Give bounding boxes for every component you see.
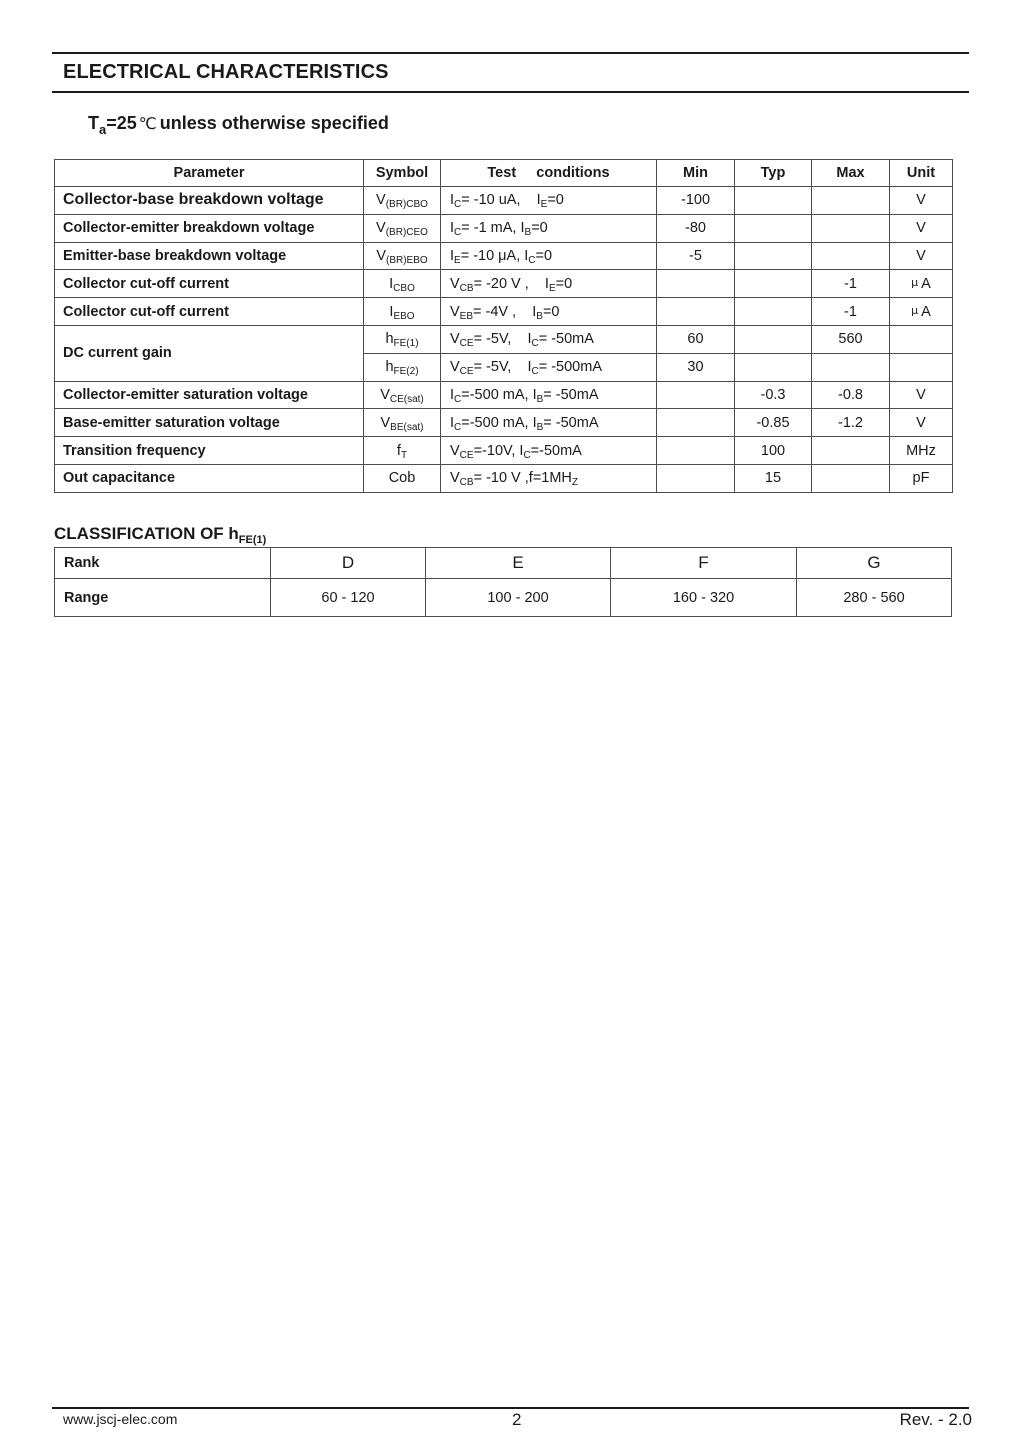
degree-celsius-symbol: ℃ bbox=[138, 114, 157, 133]
header-symbol: Symbol bbox=[364, 160, 441, 187]
unit-cell bbox=[890, 353, 953, 381]
condition-text: =-500 mA, I bbox=[461, 386, 537, 403]
unit-cell bbox=[890, 381, 953, 409]
header-parameter: Parameter bbox=[55, 160, 364, 187]
test-condition-cell bbox=[441, 325, 657, 353]
param-cell: DC current gain bbox=[55, 325, 364, 381]
table-row bbox=[55, 437, 953, 465]
max-cell bbox=[812, 353, 890, 381]
condition-text: = -50mA bbox=[543, 414, 599, 431]
max-cell: -1 bbox=[812, 298, 890, 326]
condition-text: V bbox=[450, 331, 460, 348]
min-cell: 60 bbox=[657, 325, 735, 353]
condition-text: = -1 mA, I bbox=[461, 220, 525, 237]
min-cell: -100 bbox=[657, 187, 735, 215]
condition-subscript: E bbox=[540, 199, 548, 211]
condition-subscript: CE bbox=[459, 366, 474, 378]
condition-text: =-50mA bbox=[530, 442, 582, 459]
classification-table bbox=[54, 547, 952, 617]
classification-title-main: CLASSIFICATION OF h bbox=[54, 524, 239, 543]
symbol-cell bbox=[364, 353, 441, 381]
range-row bbox=[55, 579, 952, 617]
max-cell bbox=[812, 214, 890, 242]
condition-subscript: C bbox=[454, 199, 462, 211]
condition-text: =0 bbox=[535, 247, 553, 264]
unit-text: V bbox=[916, 386, 926, 403]
condition-text: =0 bbox=[555, 275, 573, 292]
condition-subscript: CB bbox=[459, 282, 474, 294]
unit-cell bbox=[890, 325, 953, 353]
typ-cell bbox=[735, 353, 812, 381]
electrical-characteristics-table bbox=[54, 159, 953, 493]
condition-subscript: C bbox=[531, 338, 539, 350]
symbol-subscript: CBO bbox=[393, 282, 415, 294]
cond-value: =25 bbox=[106, 113, 137, 133]
rank-cell: F bbox=[611, 548, 797, 579]
unit-text: A bbox=[921, 304, 931, 321]
condition-text: = -5V, I bbox=[473, 331, 532, 348]
table-row bbox=[55, 242, 953, 270]
symbol-main: V bbox=[376, 220, 386, 237]
test-condition-cell bbox=[441, 214, 657, 242]
max-cell bbox=[812, 464, 890, 492]
typ-cell bbox=[735, 242, 812, 270]
symbol-cell bbox=[364, 464, 441, 492]
unit-text: MHz bbox=[906, 442, 936, 459]
unit-cell bbox=[890, 187, 953, 215]
symbol-cell bbox=[364, 409, 441, 437]
symbol-main: I bbox=[389, 303, 394, 320]
min-cell bbox=[657, 464, 735, 492]
condition-subscript: CB bbox=[459, 477, 474, 489]
symbol-subscript: FE(1) bbox=[393, 338, 419, 350]
min-cell: -80 bbox=[657, 214, 735, 242]
test-condition-cell bbox=[441, 187, 657, 215]
condition-subscript: B bbox=[524, 227, 532, 239]
footer-revision: Rev. - 2.0 bbox=[899, 1410, 972, 1429]
test-condition-cell bbox=[441, 464, 657, 492]
condition-subscript: B bbox=[536, 310, 543, 322]
test-condition-cell bbox=[441, 409, 657, 437]
typ-cell bbox=[735, 187, 812, 215]
symbol-cell bbox=[364, 325, 441, 353]
unit-cell bbox=[890, 270, 953, 298]
section-title: ELECTRICAL CHARACTERISTICS bbox=[63, 61, 389, 83]
test-condition-cell bbox=[441, 381, 657, 409]
max-cell: -1 bbox=[812, 270, 890, 298]
typ-cell: -0.85 bbox=[735, 409, 812, 437]
condition-text: = -10 μA, I bbox=[460, 247, 529, 264]
rank-cell: D bbox=[271, 548, 426, 579]
table-row bbox=[55, 381, 953, 409]
header-typ: Typ bbox=[735, 160, 812, 187]
unit-cell bbox=[890, 437, 953, 465]
condition-subscript: C bbox=[523, 449, 531, 461]
max-cell bbox=[812, 242, 890, 270]
symbol-main: f bbox=[396, 442, 401, 459]
symbol-main: I bbox=[389, 275, 394, 292]
min-cell: 30 bbox=[657, 353, 735, 381]
condition-subscript: CE bbox=[459, 338, 474, 350]
symbol-subscript: EBO bbox=[393, 310, 415, 322]
unit-text: V bbox=[916, 192, 926, 209]
symbol-cell bbox=[364, 298, 441, 326]
symbol-main: V bbox=[380, 414, 391, 431]
symbol-subscript: CE(sat) bbox=[389, 393, 424, 405]
symbol-cell bbox=[364, 187, 441, 215]
symbol-main: V bbox=[376, 247, 386, 264]
condition-text: = -10 V ,f=1MH bbox=[473, 470, 572, 487]
condition-text: = -20 V , I bbox=[473, 275, 549, 292]
symbol-main: Cob bbox=[388, 470, 416, 487]
typ-cell bbox=[735, 298, 812, 326]
condition-text: =0 bbox=[547, 192, 564, 209]
max-cell: -1.2 bbox=[812, 409, 890, 437]
condition-text: = -50mA bbox=[538, 331, 594, 348]
table-row bbox=[55, 464, 953, 492]
test-condition-cell bbox=[441, 437, 657, 465]
symbol-cell bbox=[364, 437, 441, 465]
unit-prefix: μ bbox=[911, 304, 919, 318]
symbol-subscript: (BR)CEO bbox=[385, 227, 428, 239]
rank-row bbox=[55, 548, 952, 579]
unit-text: V bbox=[916, 220, 926, 237]
symbol-cell bbox=[364, 214, 441, 242]
condition-subscript: B bbox=[536, 421, 544, 433]
test-condition-cell bbox=[441, 353, 657, 381]
condition-text: = -10 uA, I bbox=[461, 192, 541, 209]
param-cell: Out capacitance bbox=[55, 464, 364, 492]
symbol-subscript: FE(2) bbox=[393, 366, 419, 378]
symbol-subscript: (BR)EBO bbox=[386, 254, 428, 266]
condition-text: V bbox=[450, 275, 460, 292]
top-rule bbox=[52, 52, 969, 54]
cond-symbol-sub: a bbox=[99, 122, 107, 137]
max-cell: -0.8 bbox=[812, 381, 890, 409]
condition-text: V bbox=[450, 470, 460, 487]
table-body bbox=[55, 187, 953, 493]
unit-text: A bbox=[921, 276, 931, 293]
unit-text: V bbox=[916, 414, 926, 431]
symbol-main: h bbox=[385, 331, 394, 348]
condition-subscript: C bbox=[454, 393, 462, 405]
symbol-subscript: (BR)CBO bbox=[385, 199, 428, 211]
condition-text: = -5V, I bbox=[473, 359, 532, 376]
test-condition-cell bbox=[441, 270, 657, 298]
condition-subscript: E bbox=[548, 282, 556, 294]
range-label: Range bbox=[55, 579, 271, 617]
table-row bbox=[55, 187, 953, 215]
symbol-main: h bbox=[385, 359, 394, 376]
classification-title-sub: FE(1) bbox=[238, 534, 267, 546]
symbol-cell bbox=[364, 242, 441, 270]
typ-cell bbox=[735, 325, 812, 353]
unit-text: V bbox=[916, 247, 926, 264]
param-cell: Collector cut-off current bbox=[55, 298, 364, 326]
unit-cell bbox=[890, 298, 953, 326]
condition-subscript: C bbox=[531, 366, 539, 378]
unit-text: pF bbox=[912, 470, 930, 487]
test-condition-cell bbox=[441, 298, 657, 326]
condition-text: =-10V, I bbox=[473, 442, 524, 459]
table-header-row bbox=[55, 160, 953, 187]
unit-cell bbox=[890, 409, 953, 437]
table-row bbox=[55, 409, 953, 437]
condition-subscript: Z bbox=[571, 477, 579, 489]
condition-text: I bbox=[450, 386, 455, 403]
condition-subscript: E bbox=[454, 254, 461, 266]
param-cell: Transition frequency bbox=[55, 437, 364, 465]
param-cell: Emitter-base breakdown voltage bbox=[55, 242, 364, 270]
param-cell: Collector cut-off current bbox=[55, 270, 364, 298]
unit-cell bbox=[890, 214, 953, 242]
header-max: Max bbox=[812, 160, 890, 187]
param-cell: Collector-base breakdown voltage bbox=[55, 187, 364, 215]
typ-cell: -0.3 bbox=[735, 381, 812, 409]
condition-text: = -500mA bbox=[538, 359, 602, 376]
table-row bbox=[55, 298, 953, 326]
min-cell bbox=[657, 298, 735, 326]
param-cell: Collector-emitter saturation voltage bbox=[55, 381, 364, 409]
param-cell: Base-emitter saturation voltage bbox=[55, 409, 364, 437]
condition-subscript: CE bbox=[459, 449, 474, 461]
table-row bbox=[55, 214, 953, 242]
header-min: Min bbox=[657, 160, 735, 187]
condition-text: =0 bbox=[531, 220, 548, 237]
condition-text: = -4V , I bbox=[473, 303, 537, 320]
symbol-subscript: BE(sat) bbox=[390, 421, 424, 433]
max-cell: 560 bbox=[812, 325, 890, 353]
symbol-cell bbox=[364, 381, 441, 409]
symbol-main: V bbox=[380, 386, 390, 403]
condition-text: I bbox=[450, 192, 455, 209]
condition-text: =0 bbox=[542, 303, 560, 320]
condition-subscript: C bbox=[454, 227, 462, 239]
min-cell bbox=[657, 437, 735, 465]
min-cell bbox=[657, 381, 735, 409]
symbol-cell bbox=[364, 270, 441, 298]
unit-cell bbox=[890, 242, 953, 270]
condition-text: = -50mA bbox=[543, 386, 599, 403]
typ-cell bbox=[735, 214, 812, 242]
condition-subscript: C bbox=[528, 254, 536, 266]
rank-label: Rank bbox=[55, 548, 271, 579]
footer-page-number: 2 bbox=[512, 1410, 522, 1429]
range-cell: 160 - 320 bbox=[611, 579, 797, 617]
condition-text: V bbox=[450, 442, 460, 459]
table-row bbox=[55, 270, 953, 298]
condition-text: I bbox=[450, 414, 455, 431]
condition-subscript: B bbox=[536, 393, 544, 405]
min-cell bbox=[657, 270, 735, 298]
unit-prefix: μ bbox=[911, 276, 919, 290]
header-test-conditions: Test conditions bbox=[441, 160, 657, 187]
condition-text: I bbox=[450, 247, 455, 264]
footer-rule bbox=[52, 1407, 969, 1409]
cond-symbol: T bbox=[88, 113, 99, 133]
symbol-main: V bbox=[376, 192, 386, 209]
range-cell: 100 - 200 bbox=[426, 579, 611, 617]
test-condition-cell bbox=[441, 242, 657, 270]
typ-cell: 100 bbox=[735, 437, 812, 465]
title-underline bbox=[52, 91, 969, 93]
condition-text: V bbox=[450, 359, 460, 376]
header-unit: Unit bbox=[890, 160, 953, 187]
condition-text: =-500 mA, I bbox=[461, 414, 537, 431]
cond-rest: unless otherwise specified bbox=[159, 113, 389, 133]
condition-subscript: C bbox=[454, 421, 462, 433]
typ-cell bbox=[735, 270, 812, 298]
min-cell bbox=[657, 409, 735, 437]
rank-cell: G bbox=[797, 548, 952, 579]
condition-subscript: EB bbox=[459, 310, 474, 322]
typ-cell: 15 bbox=[735, 464, 812, 492]
param-cell: Collector-emitter breakdown voltage bbox=[55, 214, 364, 242]
range-cell: 60 - 120 bbox=[271, 579, 426, 617]
unit-cell bbox=[890, 464, 953, 492]
symbol-subscript: T bbox=[400, 449, 408, 461]
min-cell: -5 bbox=[657, 242, 735, 270]
rank-cell: E bbox=[426, 548, 611, 579]
condition-text: I bbox=[450, 220, 455, 237]
classification-title bbox=[54, 524, 266, 544]
footer-website-url: www.jscj-elec.com bbox=[63, 1411, 178, 1427]
max-cell bbox=[812, 187, 890, 215]
condition-text: V bbox=[450, 303, 460, 320]
test-condition-heading bbox=[88, 113, 389, 137]
table-row bbox=[55, 325, 953, 353]
max-cell bbox=[812, 437, 890, 465]
range-cell: 280 - 560 bbox=[797, 579, 952, 617]
